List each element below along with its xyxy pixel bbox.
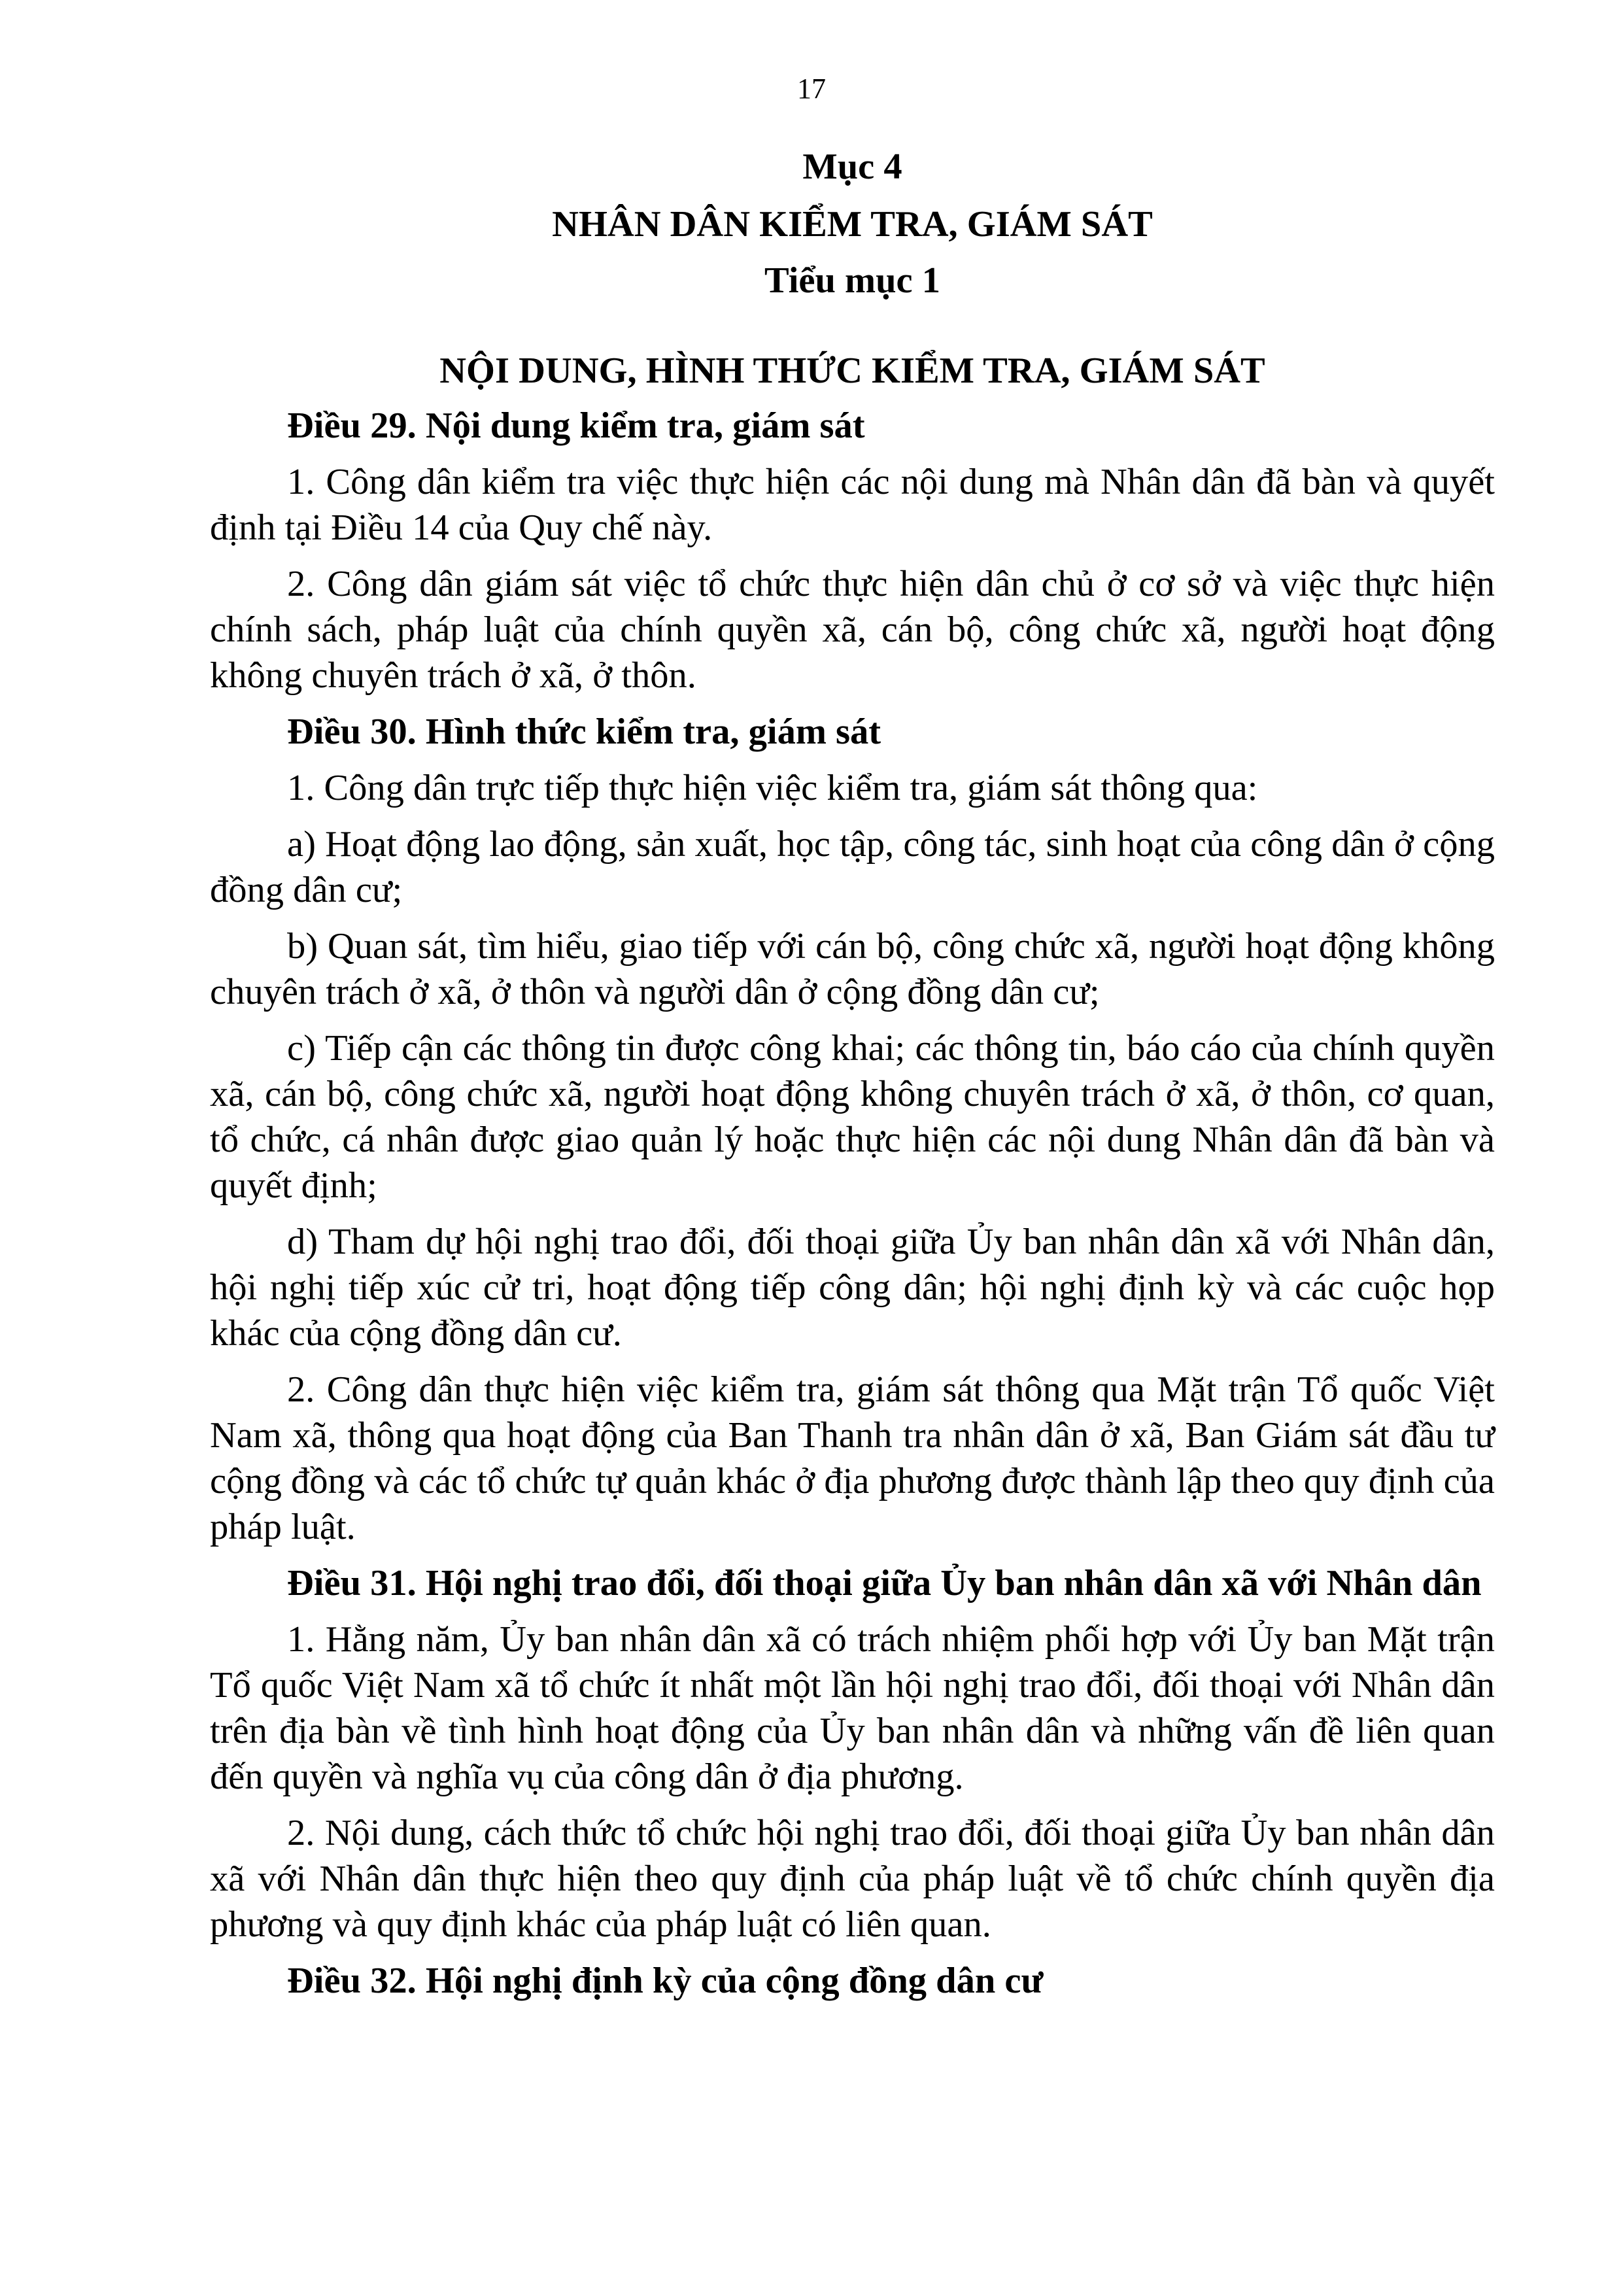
article-31-title: Điều 31. Hội nghị trao đổi, đối thoại giữa Ủy ban nhân dân xã với Nhân dân <box>287 1563 1482 1603</box>
document-body <box>210 144 1495 2014</box>
article-31-paragraph: 2. Nội dung, cách thức tổ chức hội nghị trao đổi, đối thoại giữa Ủy ban nhân dân xã với Nhân dân thực hiện theo quy định của pháp luật về tổ chức chính quyền địa phương và quy định khác của pháp luật có liên quan. <box>210 1813 1495 1945</box>
article-30-paragraph: a) Hoạt động lao động, sản xuất, học tập, công tác, sinh hoạt của công dân ở cộng đồng dân cư; <box>210 824 1495 910</box>
page-number: 17 <box>797 73 826 105</box>
article-30-paragraph: 2. Công dân thực hiện việc kiểm tra, giám sát thông qua Mặt trận Tổ quốc Việt Nam xã, thông qua hoạt động của Ban Thanh tra nhân dân ở xã, Ban Giám sát đầu tư cộng đồng và các tổ chức tự quản khác ở địa phương được thành lập theo quy định của pháp luật. <box>210 1369 1495 1547</box>
article-30-paragraph: d) Tham dự hội nghị trao đổi, đối thoại giữa Ủy ban nhân dân xã với Nhân dân, hội nghị tiếp xúc cử tri, hoạt động tiếp công dân; hội nghị định kỳ và các cuộc họp khác của cộng đồng dân cư. <box>210 1222 1495 1354</box>
article-30-paragraph: 1. Công dân trực tiếp thực hiện việc kiểm tra, giám sát thông qua: <box>287 768 1258 808</box>
section-title: NHÂN DÂN KIỂM TRA, GIÁM SÁT <box>552 204 1153 245</box>
article-30-paragraph: b) Quan sát, tìm hiểu, giao tiếp với cán bộ, công chức xã, người hoạt động không chuyên trách ở xã, ở thôn và người dân ở cộng đồng dân cư; <box>210 926 1495 1012</box>
article-29-title: Điều 29. Nội dung kiểm tra, giám sát <box>287 405 865 446</box>
subsection-title: NỘI DUNG, HÌNH THỨC KIỂM TRA, GIÁM SÁT <box>439 351 1265 391</box>
article-30-title: Điều 30. Hình thức kiểm tra, giám sát <box>287 711 881 752</box>
article-31-paragraph: 1. Hằng năm, Ủy ban nhân dân xã có trách nhiệm phối hợp với Ủy ban Mặt trận Tổ quốc Việt Nam xã tổ chức ít nhất một lần hội nghị trao đổi, đối thoại với Nhân dân trên địa bàn về tình hình hoạt động của Ủy ban nhân dân và những vấn đề liên quan đến quyền và nghĩa vụ của công dân ở địa phương. <box>210 1619 1495 1797</box>
section-label: Mục 4 <box>802 146 902 187</box>
article-29-paragraph: 1. Công dân kiểm tra việc thực hiện các nội dung mà Nhân dân đã bàn và quyết định tại Điều 14 của Quy chế này. <box>210 462 1495 548</box>
subsection-label: Tiểu mục 1 <box>764 260 940 301</box>
article-30-paragraph: c) Tiếp cận các thông tin được công khai; các thông tin, báo cáo của chính quyền xã, cán bộ, công chức xã, người hoạt động không chuyên trách ở xã, ở thôn, cơ quan, tổ chức, cá nhân được giao quản lý hoặc thực hiện các nội dung Nhân dân đã bàn và quyết định; <box>210 1028 1495 1206</box>
article-29-paragraph: 2. Công dân giám sát việc tổ chức thực hiện dân chủ ở cơ sở và việc thực hiện chính sách, pháp luật của chính quyền xã, cán bộ, công chức xã, người hoạt động không chuyên trách ở xã, ở thôn. <box>210 564 1495 696</box>
article-32-title: Điều 32. Hội nghị định kỳ của cộng đồng dân cư <box>287 1961 1044 2001</box>
